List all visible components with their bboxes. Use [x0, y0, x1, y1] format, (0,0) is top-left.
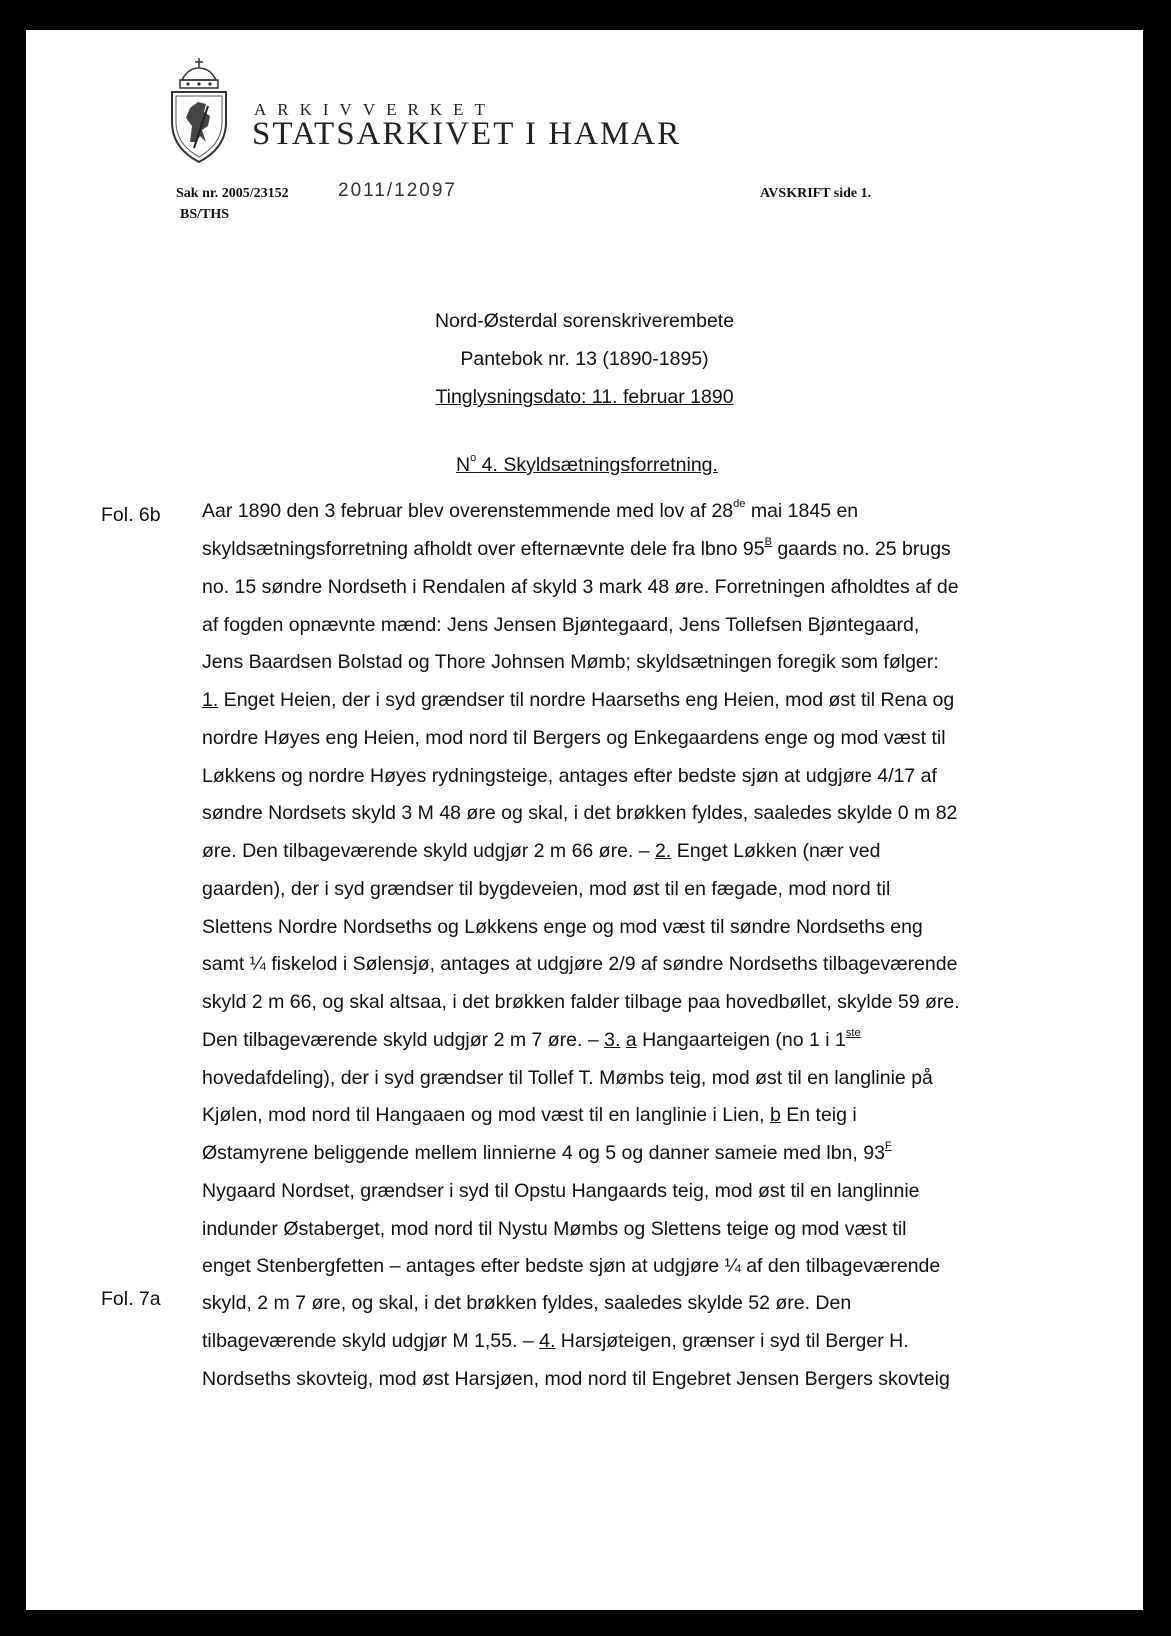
- registration-date: Tinglysningsdato: 11. februar 1890: [435, 386, 734, 408]
- initials: BS/THS: [180, 207, 230, 222]
- text-line: Løkkens og nordre Høyes rydningsteige, antages efter bedste sjøn at udgjøre 4/17 af: [202, 765, 937, 787]
- stamp-number: 2011/12097: [338, 180, 457, 201]
- text-line: tilbageværende skyld udgjør M 1,55. – 4. Harsjøteigen, grænser i syd til Berger H.: [202, 1330, 909, 1352]
- text-line: samt ¼ fiskelod i Sølensjø, antages at udgjøre 2/9 af søndre Nordseths tilbageværende: [202, 953, 958, 975]
- text-line: Nygaard Nordset, grændser i syd til Opstu Hangaards teig, mod øst til en langlinnie: [202, 1180, 920, 1202]
- document-page: [26, 30, 1143, 1610]
- text-line: Den tilbageværende skyld udgjør 2 m 7 øre. – 3. a Hangaarteigen (no 1 i 1ste: [202, 1026, 861, 1051]
- text-line: skyld 2 m 66, og skal altsaa, i det brøkken falder tilbage paa hovedbøllet, skylde 59 øre.: [202, 991, 960, 1013]
- transcript-page-label: AVSKRIFT side 1.: [760, 186, 872, 201]
- case-number: Sak nr. 2005/23152: [176, 186, 289, 201]
- archive-name: STATSARKIVET I HAMAR: [252, 116, 682, 152]
- text-line: gaarden), der i syd grændser til bygdeveien, mod øst til en fægade, mod nord til: [202, 878, 891, 900]
- text-line: øre. Den tilbageværende skyld udgjør 2 m 66 øre. – 2. Enget Løkken (nær ved: [202, 840, 881, 862]
- text-line: Jens Baardsen Bolstad og Thore Johnsen Mømb; skyldsætningen foregik som følger:: [202, 651, 939, 673]
- text-line: Kjølen, mod nord til Hangaaen og mod væst til en langlinie i Lien, b En teig i: [202, 1104, 857, 1126]
- text-line: hovedafdeling), der i syd grændser til Tollef T. Mømbs teig, mod øst til en langlinie på: [202, 1067, 933, 1089]
- text-line: Slettens Nordre Nordseths og Løkkens enge og mod væst til søndre Nordseths eng: [202, 916, 923, 938]
- text-line: skyldsætningsforretning afholdt over efternævnte dele fra lbno $95^B$ gaards no. 25 brugs: [202, 535, 951, 560]
- text-line: af fogden opnævnte mænd: Jens Jensen Bjøntegaard, Jens Tollefsen Bjøntegaard,: [202, 614, 920, 636]
- text-line: 1. Enget Heien, der i syd grændser til nordre Haarseths eng Heien, mod øst til Rena og: [202, 689, 955, 711]
- court-name: Nord-Østerdal sorenskriverembete: [434, 310, 735, 332]
- folio-6b: Fol. 6b: [101, 504, 161, 526]
- text-line: indunder Østaberget, mod nord til Nystu Mømbs og Slettens teige og mod væst til: [202, 1218, 907, 1240]
- text-line: Nordseths skovteig, mod øst Harsjøen, mod nord til Engebret Jensen Bergers skovteig: [202, 1368, 950, 1390]
- text-line: no. 15 søndre Nordseth i Rendalen af skyld 3 mark 48 øre. Forretningen afholdtes af de: [202, 576, 959, 598]
- heading-rest: 4. Skyldsætningsforretning.: [476, 454, 718, 476]
- book-title: Pantebok nr. 13 (1890-1895): [460, 348, 709, 370]
- text-line: søndre Nordsets skyld 3 M 48 øre og skal, i det brøkken fyldes, saaledes skylde 0 m 82: [202, 802, 958, 824]
- coat-of-arms-icon: [168, 56, 230, 164]
- document-heading: [456, 451, 718, 477]
- text-line: Aar 1890 den 3 februar blev overenstemmende med lov af 28de mai 1845 en: [202, 497, 859, 522]
- text-line: enget Stenbergfetten – antages efter bedste sjøn at udgjøre ¼ af den tilbageværende: [202, 1255, 941, 1277]
- registration-date-wrap: [26, 386, 1143, 409]
- heading-no: N: [456, 454, 471, 476]
- text-line: nordre Høyes eng Heien, mod nord til Bergers og Enkegaardens enge og mod væst til: [202, 727, 946, 749]
- text-line: skyld, 2 m 7 øre, og skal, i det brøkken fyldes, saaledes skylde 52 øre. Den: [202, 1292, 852, 1314]
- heading-sup: o: [470, 451, 477, 464]
- archive-top-label: ARKIVVERKET: [254, 100, 496, 119]
- folio-7a: Fol. 7a: [101, 1288, 161, 1310]
- text-line: Østamyrene beliggende mellem linnierne 4 og 5 og danner sameie med lbn, $93^F$: [202, 1139, 892, 1164]
